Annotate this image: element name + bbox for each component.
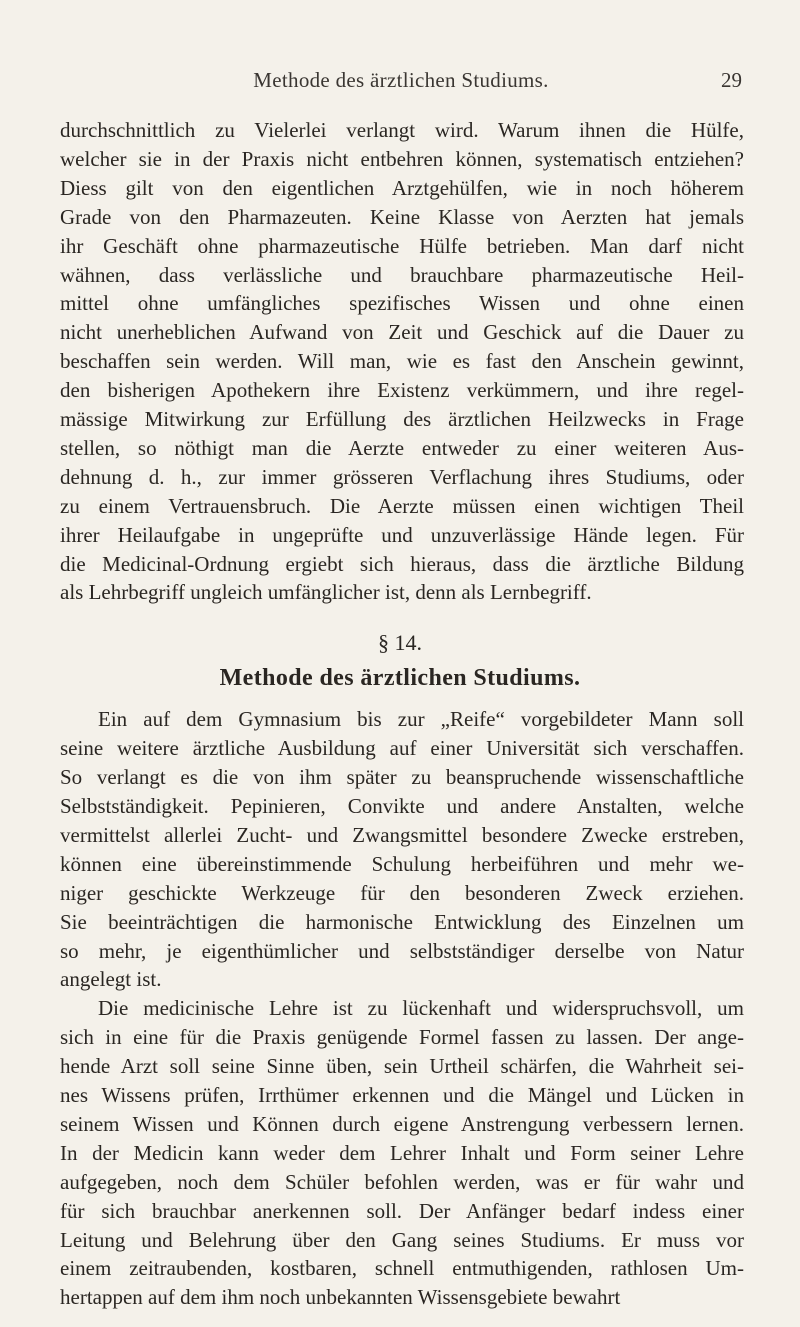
text-line: seine weitere ärztliche Ausbildung auf einer Universität sich verschaffen. — [60, 736, 744, 761]
text-line: Grade von den Pharmazeuten. Keine Klasse von Aerzten hat jemals — [60, 204, 744, 229]
text-line: Die medicinische Lehre ist zu lückenhaft und widerspruchsvoll, um — [98, 996, 744, 1021]
text-line: sich in eine für die Praxis genügende Formel fassen zu lassen. Der ange- — [60, 1025, 744, 1050]
text-line: dehnung d. h., zur immer grösseren Verflachung ihres Studiums, oder — [60, 464, 744, 489]
text-line: für sich brauchbar anerkennen soll. Der Anfänger bedarf indess einer — [60, 1198, 744, 1223]
text-line: zu einem Vertrauensbruch. Die Aerzte müssen einen wichtigen Theil — [60, 493, 744, 518]
text-line: die Medicinal-Ordnung ergiebt sich hieraus, dass die ärztliche Bildung — [60, 551, 744, 576]
text-line: ihrer Heilaufgabe in ungeprüfte und unzuverlässige Hände legen. Für — [60, 522, 744, 547]
text-line: Diess gilt von den eigentlichen Arztgehülfen, wie in noch höherem — [60, 175, 744, 200]
text-line: aufgegeben, noch dem Schüler befohlen werden, was er für wahr und — [60, 1169, 744, 1194]
text-line: niger geschickte Werkzeuge für den besonderen Zweck erziehen. — [60, 880, 744, 905]
text-line: vermittelst allerlei Zucht- und Zwangsmittel besondere Zwecke erstreben, — [60, 822, 744, 847]
text-line: Leitung und Belehrung über den Gang seines Studiums. Er muss vor — [60, 1227, 744, 1252]
text-line: angelegt ist. — [60, 967, 162, 992]
text-line: hende Arzt soll seine Sinne üben, sein Urtheil schärfen, die Wahrheit sei- — [60, 1054, 744, 1079]
text-line: als Lehrbegriff ungleich umfänglicher ist, denn als Lernbegriff. — [60, 580, 592, 605]
text-line: In der Medicin kann weder dem Lehrer Inhalt und Form seiner Lehre — [60, 1140, 744, 1165]
text-line: wähnen, dass verlässliche und brauchbare pharmazeutische Heil- — [60, 262, 744, 287]
text-line: nicht unerheblichen Aufwand von Zeit und Geschick auf die Dauer zu — [60, 320, 744, 345]
page-number: 29 — [721, 68, 742, 92]
text-line: hertappen auf dem ihm noch unbekannten Wissensgebiete bewahrt — [60, 1285, 621, 1310]
section-heading: Methode des ärztlichen Studiums. — [219, 665, 581, 692]
text-line: Sie beeinträchtigen die harmonische Entwicklung des Einzelnen um — [60, 909, 744, 934]
text-line: So verlangt es die von ihm später zu beanspruchende wissenschaftliche — [60, 765, 744, 790]
text-line: Selbstständigkeit. Pepinieren, Convikte und andere Anstalten, welche — [60, 794, 744, 818]
running-head — [60, 68, 742, 94]
text-line: beschaffen sein werden. Will man, wie es fast den Anschein gewinnt, — [60, 349, 744, 374]
text-line: so mehr, je eigenthümlicher und selbstständiger derselbe von Natur — [60, 938, 744, 963]
text-line: mittel ohne umfängliches spezifisches Wissen und ohne einen — [60, 291, 744, 316]
text-line: stellen, so nöthigt man die Aerzte entweder zu einer weiteren Aus- — [60, 435, 744, 460]
text-line: einem zeitraubenden, kostbaren, schnell entmuthigenden, rathlosen Um- — [60, 1256, 744, 1281]
text-line: welcher sie in der Praxis nicht entbehren können, systematisch entziehen? — [60, 146, 744, 171]
text-line: seinem Wissen und Können durch eigene Anstrengung verbessern lernen. — [60, 1111, 744, 1136]
text-line: durchschnittlich zu Vielerlei verlangt wird. Warum ihnen die Hülfe, — [60, 118, 744, 142]
text-line: mässige Mitwirkung zur Erfüllung des ärztlichen Heilzwecks in Frage — [60, 407, 744, 431]
text-line: können eine übereinstimmende Schulung herbeiführen und mehr we- — [60, 851, 744, 876]
running-title: Methode des ärztlichen Studiums. — [253, 68, 549, 92]
text-line: nes Wissens prüfen, Irrthümer erkennen und die Mängel und Lücken in — [60, 1083, 744, 1107]
text-line: ihr Geschäft ohne pharmazeutische Hülfe betrieben. Man darf nicht — [60, 233, 744, 258]
text-line: Ein auf dem Gymnasium bis zur „Reife“ vorgebildeter Mann soll — [98, 707, 744, 732]
section-number: § 14. — [378, 630, 422, 656]
text-line: den bisherigen Apothekern ihre Existenz verkümmern, und ihre regel- — [60, 378, 744, 403]
